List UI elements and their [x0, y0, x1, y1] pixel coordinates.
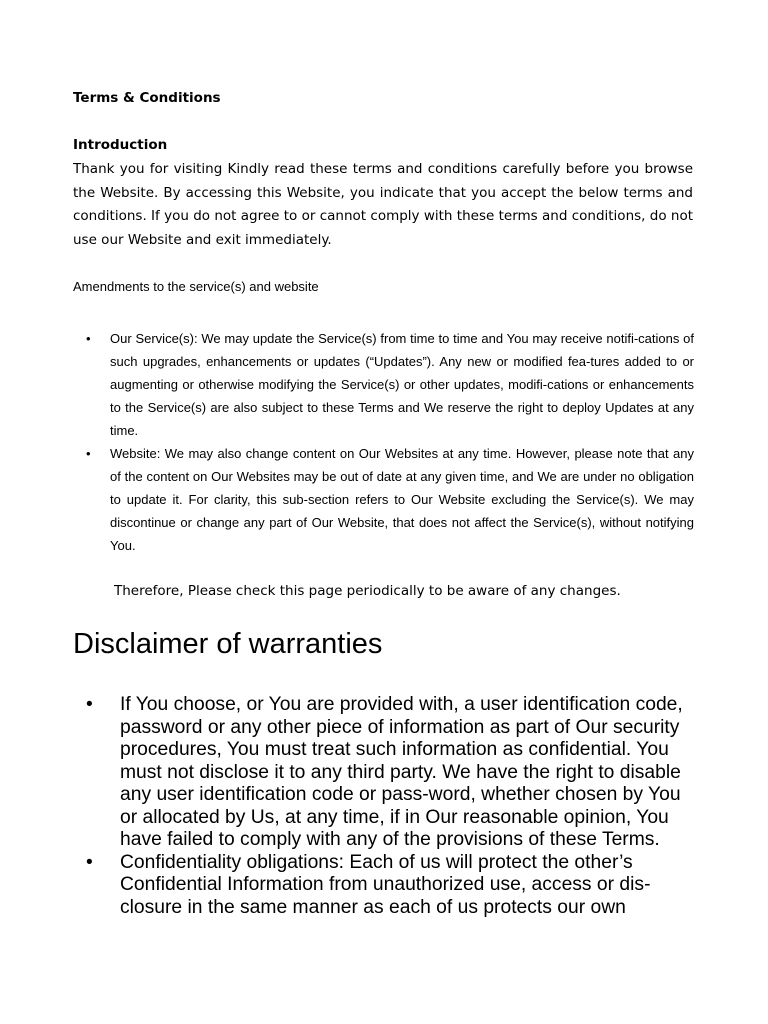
- bullet-icon: •: [86, 446, 91, 461]
- amendments-heading: Amendments to the service(s) and website: [73, 279, 319, 294]
- list-item: [73, 694, 693, 852]
- disclaimer-heading: Disclaimer of warranties: [73, 628, 383, 660]
- list-item: [73, 442, 694, 557]
- list-item-text: Our Service(s): We may update the Service(s) from time to time and You may receive notifi-cations of such upgrades, enhancements or updates (“Updates”). Any new or modified fea-tures added to or augmenting or otherwise modifying the Service(s) or other updates, modifi-cations or enhancements to the Service(s) are also subject to these Terms and We reserve the right to deploy Updates at any time.: [110, 331, 694, 438]
- bullet-icon: •: [86, 331, 91, 346]
- disclaimer-list: [73, 694, 693, 919]
- list-item-text: Website: We may also change content on Our Websites at any time. However, please note that any of the content on Our Websites may be out of date at any given time, and We are under no obligation to update it. For clarity, this sub-section refers to Our Website excluding the Service(s). We may discontinue or change any part of Our Website, that does not affect the Service(s), without notifying You.: [110, 446, 694, 553]
- amendments-closing-note: Therefore, Please check this page periodically to be aware of any changes.: [114, 583, 621, 599]
- list-item-text: Confidentiality obligations: Each of us will protect the other’s Confidential Information from unauthorized use, access or dis-closure in the same manner as each of us protects our own: [120, 851, 651, 918]
- list-item: [73, 852, 693, 920]
- bullet-icon: •: [86, 694, 93, 715]
- bullet-icon: •: [86, 851, 93, 873]
- introduction-paragraph: Thank you for visiting Kindly read these terms and conditions carefully before you browse the Website. By accessing this Website, you indicate that you accept the below terms and conditions. If you do not agree to or cannot comply with these terms and conditions, do not use our Website and exit immediately.: [73, 161, 693, 248]
- introduction-heading: Introduction: [73, 137, 168, 153]
- list-item: [73, 327, 694, 442]
- amendments-list: [73, 327, 694, 557]
- document-title: Terms & Conditions: [73, 90, 221, 106]
- list-item-text: If You choose, or You are provided with, a user identification code, password or any other piece of information as part of Our security procedures, You must treat such information as confidential. You must not disclose it to any third party. We have the right to disable any user identification code or pass-word, whether chosen by You or allocated by Us, at any time, if in Our reasonable opinion, You have failed to comply with any of the provisions of these Terms.: [120, 694, 683, 850]
